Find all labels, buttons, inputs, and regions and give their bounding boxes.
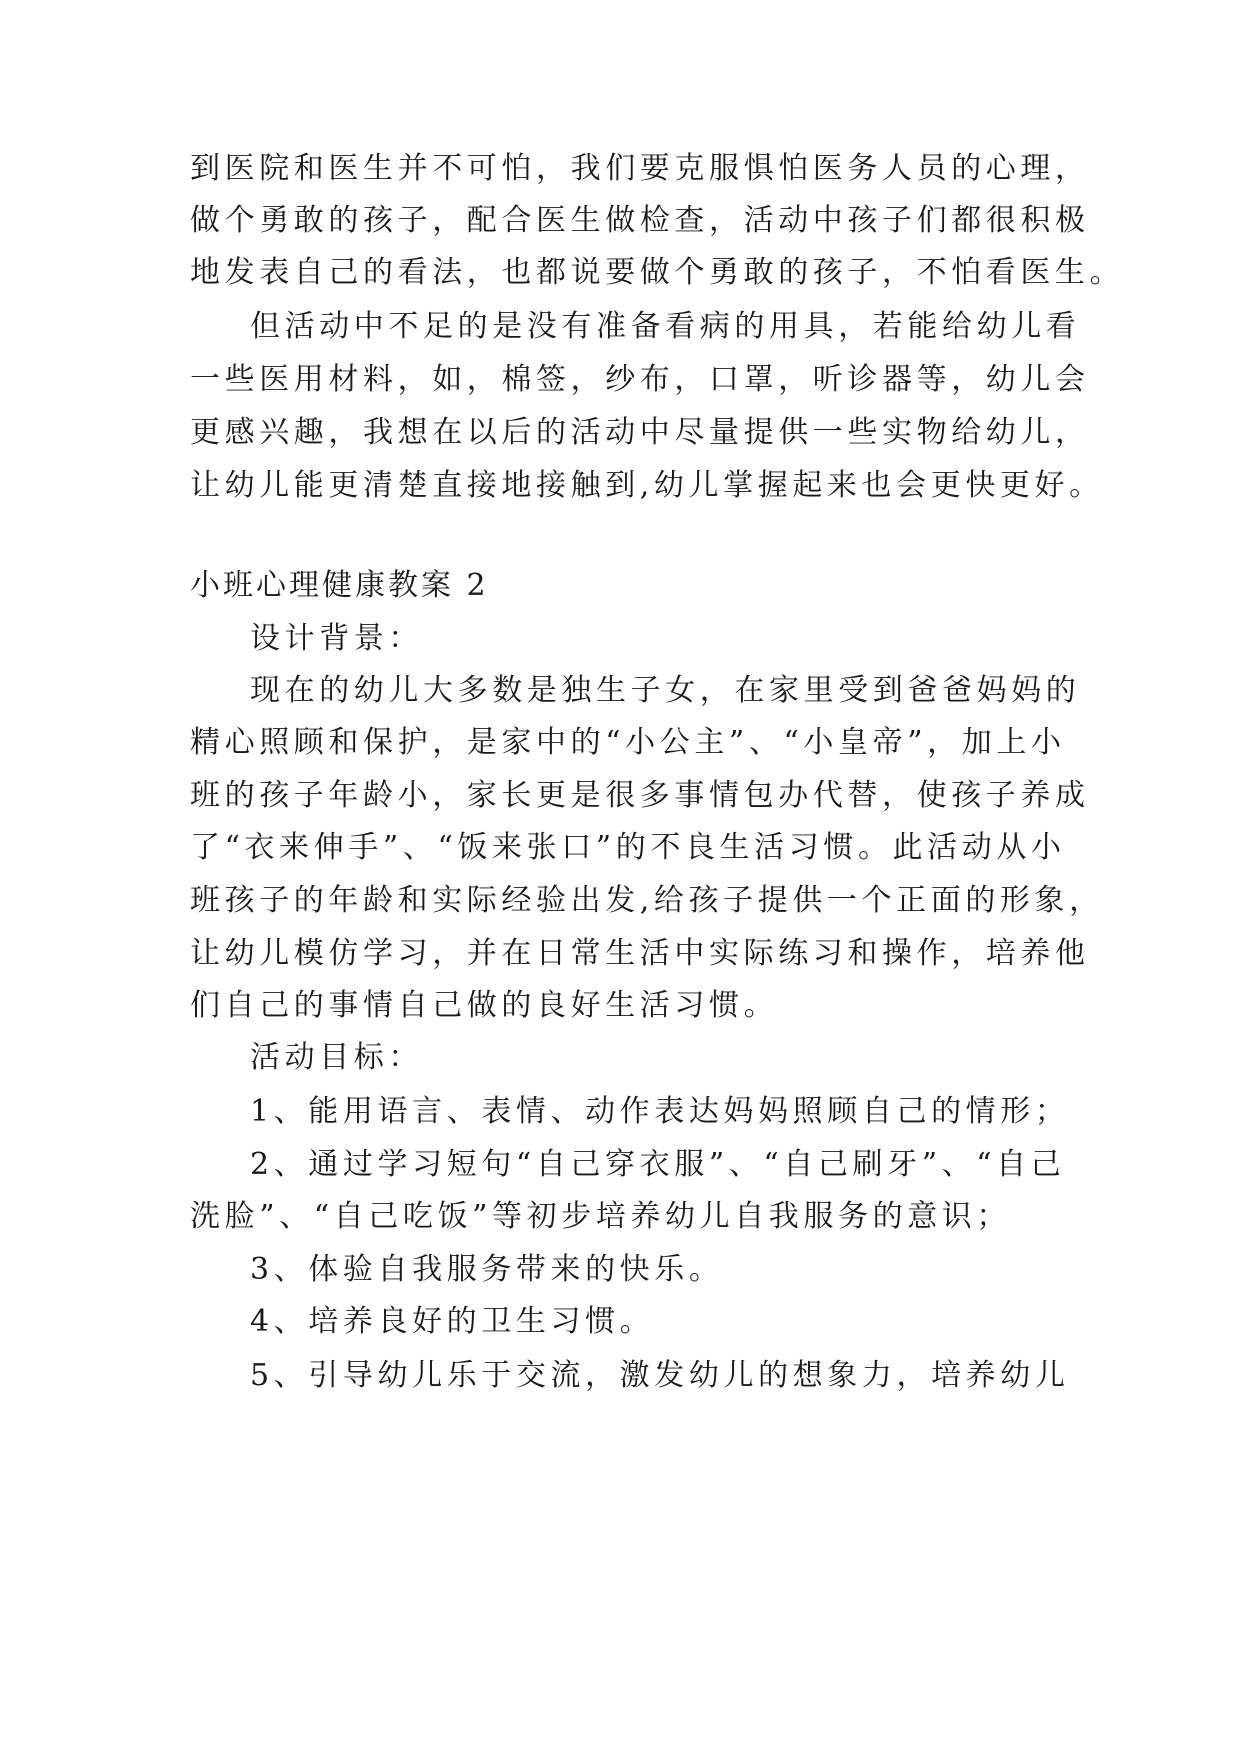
goals-heading: 活动目标： xyxy=(250,1040,423,1075)
paragraph-line: 到医院和医生并不可怕，我们要克服惧怕医务人员的心理， xyxy=(190,151,1090,186)
paragraph-line: 做个勇敢的孩子，配合医生做检查，活动中孩子们都很积极 xyxy=(190,203,1090,238)
paragraph-line: 但活动中不足的是没有准备看病的用具，若能给幼儿看 xyxy=(250,309,1081,344)
goal-item: 5、引导幼儿乐于交流，激发幼儿的想象力，培养幼儿 xyxy=(250,1358,1070,1393)
paragraph-line: 了“衣来伸手”、“饭来张口”的不良生活习惯。此活动从小 xyxy=(190,830,1066,865)
goal-item: 2、通过学习短句“自己穿衣服”、“自己刷牙”、“自己 xyxy=(250,1147,1066,1182)
paragraph-line: 们自己的事情自己做的良好生活习惯。 xyxy=(190,988,779,1023)
paragraph-line: 一些医用材料，如，棉签，纱布，口罩，听诊器等，幼儿会 xyxy=(190,362,1090,397)
goal-item: 4、培养良好的卫生习惯。 xyxy=(250,1304,655,1339)
background-heading: 设计背景： xyxy=(250,621,423,656)
paragraph-line: 班孩子的年龄和实际经验出发,给孩子提供一个正面的形象， xyxy=(190,883,1104,918)
paragraph-line: 地发表自己的看法，也都说要做个勇敢的孩子，不怕看医生。 xyxy=(190,255,1125,290)
paragraph-line: 更感兴趣，我想在以后的活动中尽量提供一些实物给幼儿， xyxy=(190,415,1090,450)
goal-item: 3、体验自我服务带来的快乐。 xyxy=(250,1252,724,1287)
paragraph-line: 让幼儿能更清楚直接地接触到,幼儿掌握起来也会更快更好。 xyxy=(190,468,1104,503)
goal-item-continuation: 洗脸”、“自己吃饭”等初步培养幼儿自我服务的意识； xyxy=(190,1199,1012,1234)
paragraph-line: 现在的幼儿大多数是独生子女，在家里受到爸爸妈妈的 xyxy=(250,673,1081,708)
paragraph-line: 精心照顾和保护，是家中的“小公主”、“小皇帝”，加上小 xyxy=(190,725,1066,760)
goal-item: 1、能用语言、表情、动作表达妈妈照顾自己的情形； xyxy=(250,1094,1070,1129)
section-title: 小班心理健康教案 2 xyxy=(190,568,489,603)
paragraph-line: 班的孩子年龄小，家长更是很多事情包办代替，使孩子养成 xyxy=(190,778,1090,813)
paragraph-line: 让幼儿模仿学习，并在日常生活中实际练习和操作，培养他 xyxy=(190,936,1090,971)
